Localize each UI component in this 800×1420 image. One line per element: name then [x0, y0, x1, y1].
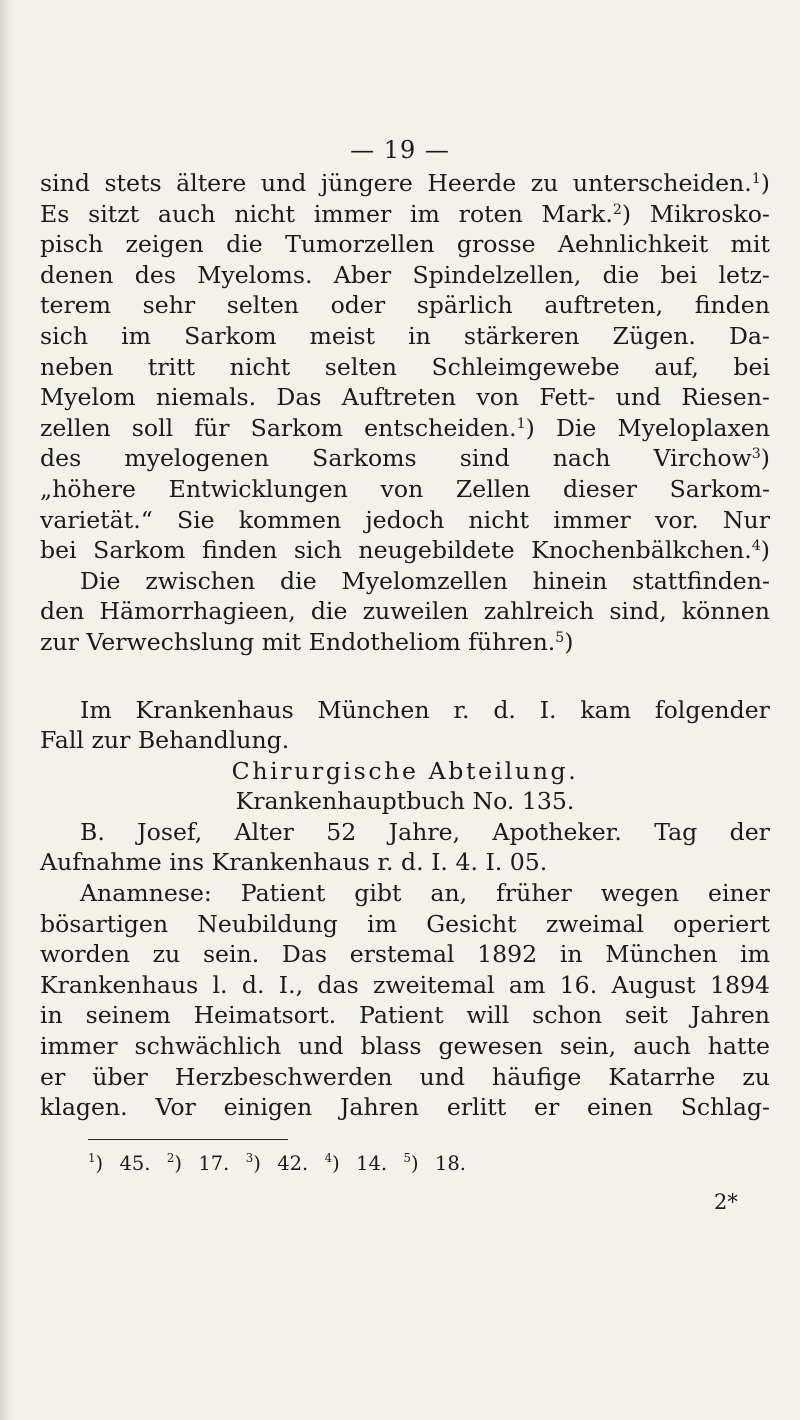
footnotes: $^1$) 45. $^2$) 17. $^3$) 42. $^4$) 14. $^5$) 18.: [88, 1151, 466, 1175]
paragraph-gap: [40, 658, 770, 695]
text-line: klagen. Vor einigen Jahren erlitt er einen Schlag-: [40, 1093, 770, 1122]
text-line: zellen soll für Sarkom entscheiden.$^1$) Die Myeloplaxen: [40, 413, 770, 442]
text-line: Im Krankenhaus München r. d. I. kam folgender: [80, 695, 770, 724]
text-line: Fall zur Behandlung.: [40, 726, 290, 755]
text-line: Krankenhaus l. d. I., das zweitemal am 16. August 1894: [40, 970, 770, 999]
text-line: immer schwächlich und blass gewesen sein, auch hatte: [40, 1032, 770, 1061]
register-reference: Krankenhauptbuch No. 135.: [235, 787, 575, 816]
text-line: des myelogenen Sarkoms sind nach Virchow$^3$): [40, 444, 770, 473]
text-line: zur Verwechslung mit Endotheliom führen.$^5$): [40, 627, 574, 656]
signature-mark: 2*: [714, 1190, 738, 1214]
text-line: Aufnahme ins Krankenhaus r. d. I. 4. I. 05.: [40, 848, 548, 877]
text-line: pisch zeigen die Tumorzellen grosse Aehnlichkeit mit: [40, 230, 770, 259]
text-line: in seinem Heimatsort. Patient will schon seit Jahren: [40, 1001, 770, 1030]
text-line: er über Herzbeschwerden und häufige Katarrhe zu: [40, 1062, 770, 1091]
text-line: Die zwischen die Myelomzellen hinein stattfinden-: [80, 566, 770, 595]
text-line: varietät.“ Sie kommen jedoch nicht immer vor. Nur: [40, 505, 770, 534]
text-line: sind stets ältere und jüngere Heerde zu unterscheiden.$^1$): [40, 169, 770, 197]
text-line: terem sehr selten oder spärlich auftreten, finden: [40, 291, 770, 320]
text-line: bei Sarkom finden sich neugebildete Knochenbälkchen.$^4$): [40, 536, 770, 565]
text-line: sich im Sarkom meist in stärkeren Zügen. Da-: [40, 321, 770, 350]
text-line: neben tritt nicht selten Schleimgewebe auf, bei: [40, 352, 770, 381]
text-line: den Hämorrhagieen, die zuweilen zahlreich sind, können: [40, 597, 770, 626]
text-line: Anamnese: Patient gibt an, früher wegen einer: [80, 879, 770, 908]
text-line: worden zu sein. Das erstemal 1892 in München im: [40, 940, 770, 969]
text-line: denen des Myeloms. Aber Spindelzellen, die bei letz-: [40, 260, 770, 289]
text-line: Myelom niemals. Das Auftreten von Fett- und Riesen-: [40, 383, 770, 412]
page-binding-edge: [0, 0, 14, 1420]
section-heading: Chirurgische Abteilung.: [231, 756, 579, 785]
page-number: — 19 —: [350, 136, 450, 164]
text-line: B. Josef, Alter 52 Jahre, Apotheker. Tag der: [80, 817, 770, 846]
text-line: Es sitzt auch nicht immer im roten Mark.$^2$) Mikrosko-: [40, 199, 770, 228]
body-text: [40, 168, 770, 1123]
text-line: bösartigen Neubildung im Gesicht zweimal operiert: [40, 909, 770, 938]
footnote-rule: [88, 1139, 288, 1140]
text-line: „höhere Entwicklungen von Zellen dieser Sarkom-: [40, 474, 770, 503]
